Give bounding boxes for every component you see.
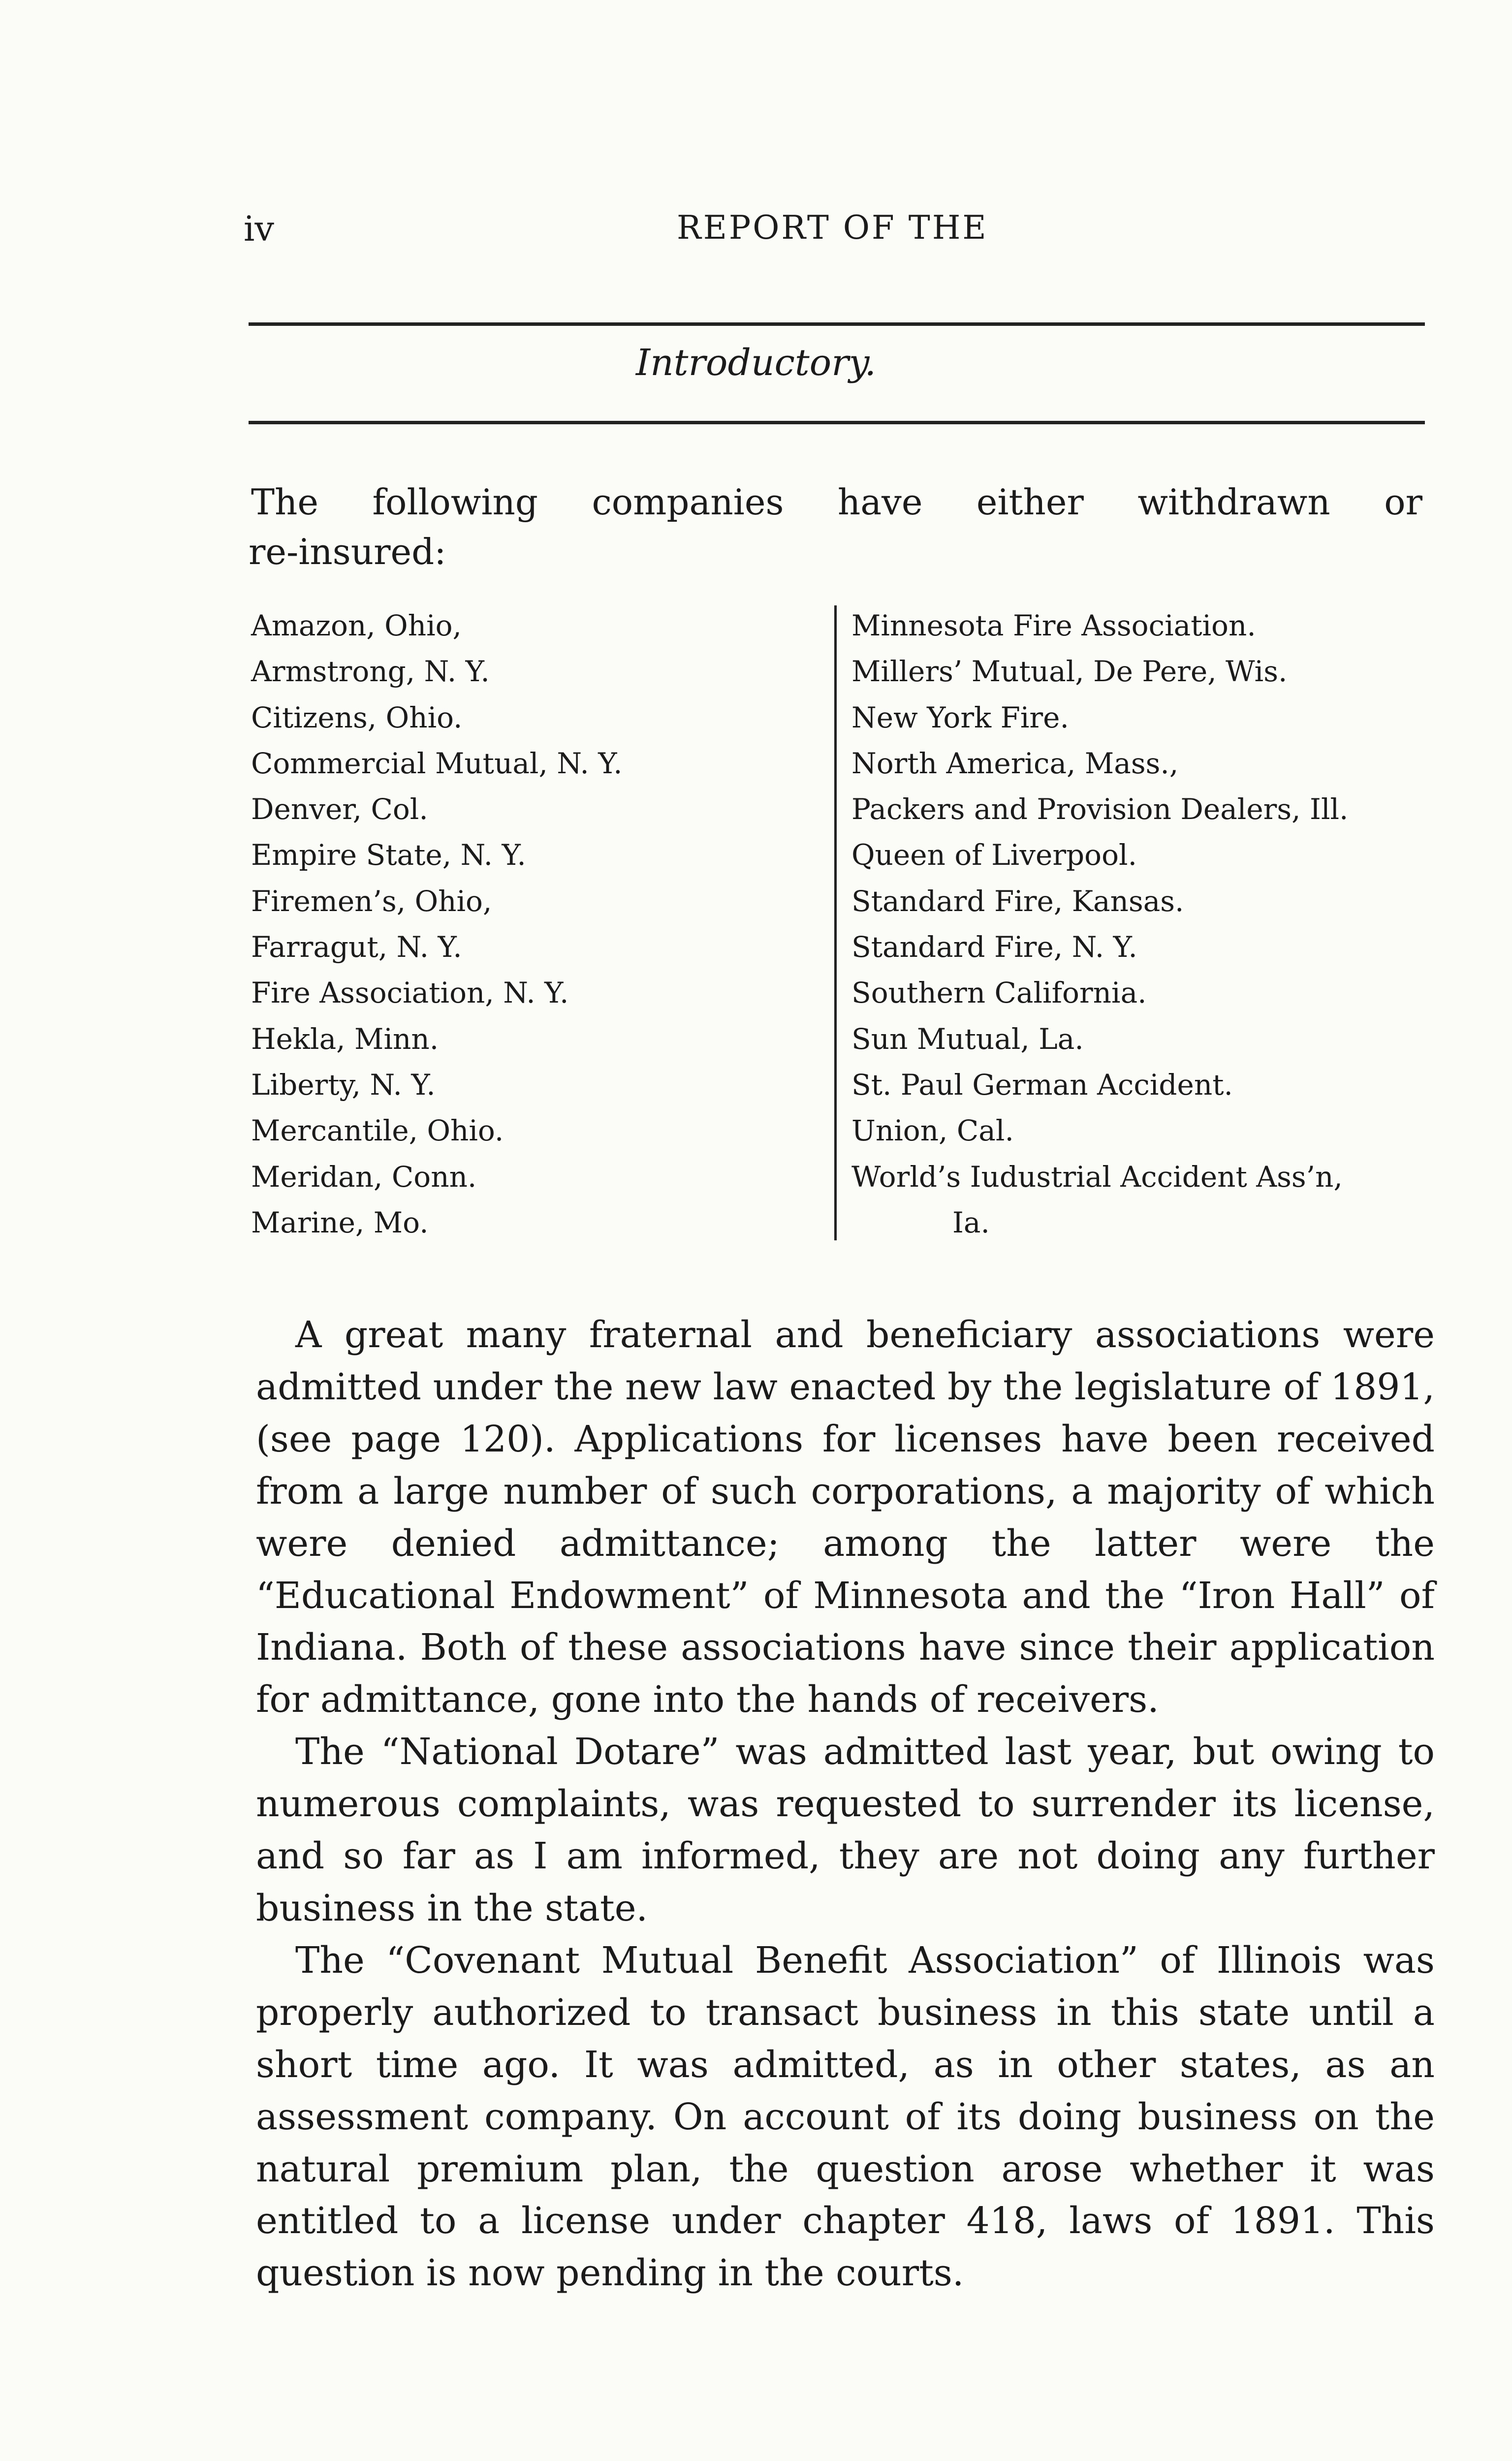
section-title: Introductory. [635,342,877,384]
intro-line-2: re-insured: [249,531,446,572]
list-item: New York Fire. [851,700,1069,734]
list-item: Amazon, Ohio, [251,609,462,642]
list-item: Hekla, Minn. [251,1022,439,1056]
list-item: Denver, Col. [251,792,428,826]
list-item: Union, Cal. [851,1114,1014,1148]
list-item: Fire Association, N. Y. [251,976,569,1010]
list-item: Mercantile, Ohio. [251,1114,504,1148]
list-item: Liberty, N. Y. [251,1068,436,1102]
list-item: Citizens, Ohio. [251,700,463,734]
list-item: Ia. [952,1205,990,1239]
top-rule [249,322,1425,326]
list-item: Meridan, Conn. [251,1160,477,1194]
body-text [256,1309,1435,2300]
paragraph-covenant-mutual: The “Covenant Mutual Benefit Association” of Illinois was properly authorized to transact business in this state until a short time ago. It was admitted, as in other states, as an assessment company. On account of its doing business on the natural premium plan, the question arose whether it was entitled to a license under chapter 418, laws of 1891. This question is now pending in the courts. [256,1939,1435,2295]
list-item: Marine, Mo. [251,1205,429,1239]
paragraph-national-dotare: The “National Dotare” was admitted last year, but owing to numerous complaints, was requested to surrender its license, and so far as I am informed, they are not doing any further business in the state. [256,1731,1435,1929]
companies-list-left [251,603,822,1246]
list-item: Minnesota Fire Association. [851,609,1256,642]
list-item: Sun Mutual, La. [851,1022,1084,1056]
list-item: Millers’ Mutual, De Pere, Wis. [851,655,1288,689]
list-item: North America, Mass., [851,746,1179,780]
list-item: Southern California. [851,976,1147,1010]
list-item: World’s Iudustrial Accident Ass’n, [851,1160,1343,1194]
list-item: Farragut, N. Y. [251,930,462,964]
list-item: Commercial Mutual, N. Y. [251,746,623,780]
intro-line-1: The following companies have either withdrawn or [251,481,1422,523]
list-item: Queen of Liverpool. [851,838,1137,872]
list-item: Firemen’s, Ohio, [251,884,492,918]
page-number: iv [244,209,274,249]
companies-list-right [851,603,1432,1246]
list-item: Armstrong, N. Y. [251,655,490,689]
list-item: Standard Fire, N. Y. [851,930,1137,964]
column-divider [834,605,837,1240]
list-item: Packers and Provision Dealers, Ill. [851,792,1349,826]
list-item: Standard Fire, Kansas. [851,884,1184,918]
running-head: REPORT OF THE [677,209,988,247]
bottom-rule [249,421,1425,424]
list-item: Empire State, N. Y. [251,838,526,872]
paragraph-fraternal-associations: A great many fraternal and beneficiary associations were admitted under the new law enacted by the legislature of 1891, (see page 120). Applications for licenses have been received from a large number of such corporations, a majority of which were denied admittance; among the latter were the “Educational Endowment” of Minnesota and the “Iron Hall” of Indiana. Both of these associations have since their application for admittance, gone into the hands of receivers. [256,1314,1435,1721]
list-item: St. Paul German Accident. [851,1068,1233,1102]
